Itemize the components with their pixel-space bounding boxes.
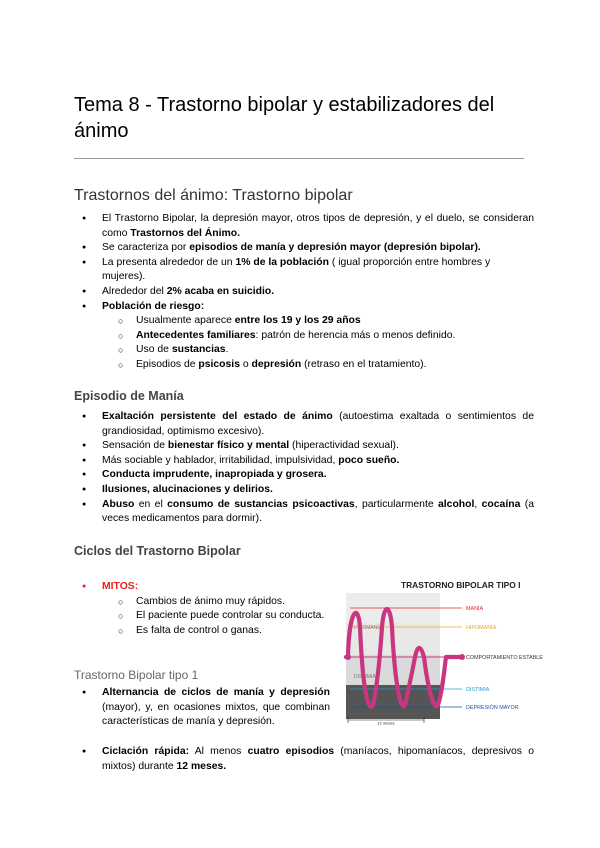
label-hipomania: HIPOMANÍA [466, 625, 497, 631]
list-item: ● Abuso en el consumo de sustancias psicoactivas, particularmente alcohol, cocaína (a veces medicamentos para dormir). [74, 498, 534, 527]
list-item: ● Alternancia de ciclos de manía y depresión (mayor), y, en ocasiones mixtos, que combinan características de manía y depresión. [74, 686, 330, 730]
wave-start-dot [345, 654, 351, 660]
sub-list-item: ○ Cambios de ánimo muy rápidos. [74, 595, 330, 610]
sub-list-item: ○ Uso de sustancias. [74, 343, 534, 358]
sub-list-item: ○ Antecedentes familiares: patrón de herencia más o menos definido. [74, 329, 534, 344]
list-item: ● La presenta alrededor de un 1% de la población ( igual proporción entre hombres y mujeres). [74, 256, 534, 285]
label-estable: COMPORTAMIENTO ESTABLE [466, 655, 543, 661]
list-item: ● Población de riesgo: [74, 300, 534, 315]
section1-list [74, 212, 534, 373]
depresion-band [346, 685, 440, 719]
mitos-label: ● MITOS: [74, 580, 330, 595]
tipo1-list-continued [74, 745, 534, 774]
label-depresion: DEPRESIÓN MAYOR [466, 705, 519, 711]
inner-label-distimia: DISTIMIA [354, 674, 376, 680]
subheading-tipo1: Trastorno Bipolar tipo 1 [74, 668, 199, 682]
sub-list-item: ○ Episodios de psicosis o depresión (retraso en el tratamiento). [74, 358, 534, 373]
list-item: ● Más sociable y hablador, irritabilidad, impulsividad, poco sueño. [74, 454, 534, 469]
inner-label-hipomania: HIPOMANÍA [354, 625, 383, 631]
tipo1-list [74, 686, 330, 730]
timescale-label: 12 meses [377, 720, 395, 725]
section2-list [74, 410, 534, 527]
section-heading-trastornos: Trastornos del ánimo: Trastorno bipolar [74, 187, 353, 204]
bipolar-cycle-figure [338, 577, 550, 725]
list-item: ● Exaltación persistente del estado de ánimo (autoestima exaltada o sentimientos de grandiosidad, optimismo excesivo). [74, 410, 534, 439]
list-item: ● Se caracteriza por episodios de manía y depresión mayor (depresión bipolar). [74, 241, 534, 256]
page-title: Tema 8 - Trastorno bipolar y estabilizadores del ánimo [74, 94, 495, 142]
list-item: ● Sensación de bienestar físico y mental (hiperactividad sexual). [74, 439, 534, 454]
sub-list-item: ○ Usualmente aparece entre los 19 y los 29 años [74, 314, 534, 329]
figure-title: TRASTORNO BIPOLAR TIPO I [401, 580, 521, 590]
sub-list-item: ○ Es falta de control o ganas. [74, 624, 330, 639]
section-heading-ciclos: Ciclos del Trastorno Bipolar [74, 544, 241, 558]
list-item: ● El Trastorno Bipolar, la depresión mayor, otros tipos de depresión, y el duelo, se consideran como Trastornos del Ánimo. [74, 212, 534, 241]
section-heading-mania: Episodio de Manía [74, 389, 184, 403]
list-item: ● Ciclación rápida: Al menos cuatro episodios (maníacos, hipomaníacos, depresivos o mixtos) durante 12 meses. [74, 745, 534, 774]
wave-end-dot [459, 654, 465, 660]
list-item: ● Alrededor del 2% acaba en suicidio. [74, 285, 534, 300]
sub-list-item: ○ El paciente puede controlar su conducta. [74, 609, 330, 624]
title-divider [74, 158, 524, 159]
label-distimia: DISTIMIA [466, 687, 490, 693]
label-mania: MANÍA [466, 606, 484, 612]
list-item: ● Ilusiones, alucinaciones y delirios. [74, 483, 534, 498]
list-item: ● Conducta imprudente, inapropiada y grosera. [74, 468, 534, 483]
mitos-list [74, 580, 330, 638]
